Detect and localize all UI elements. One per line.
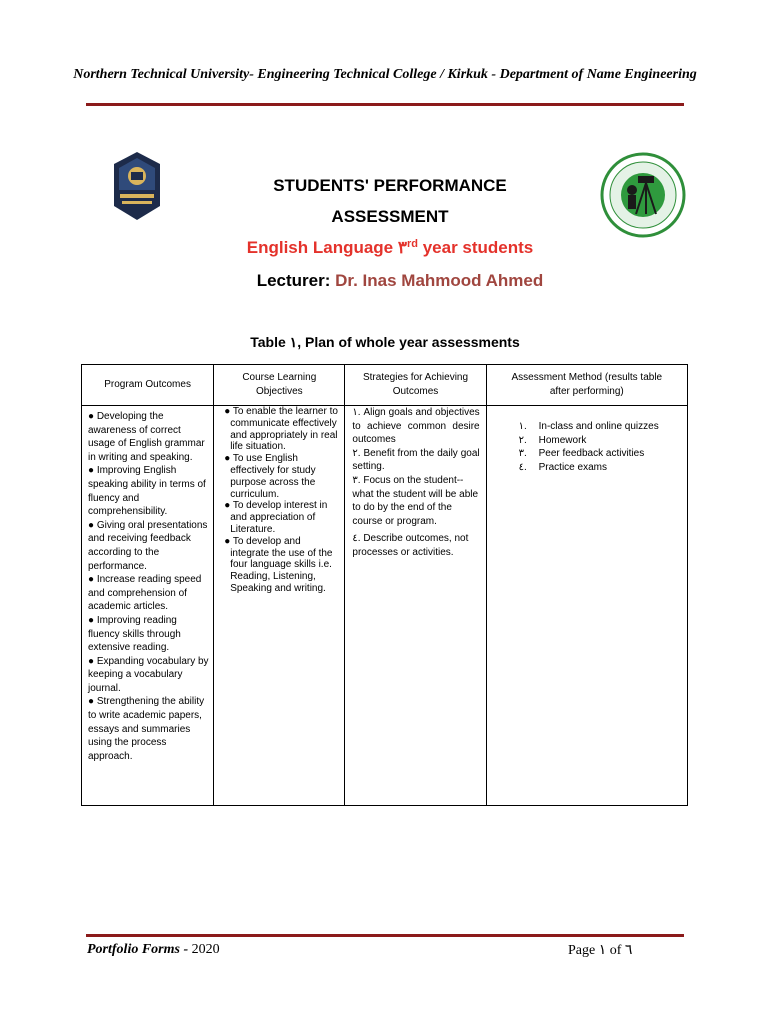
program-outcomes-cell <box>82 406 214 806</box>
document-header: Northern Technical University- Engineering Technical College / Kirkuk - Department of Name Engineering <box>73 67 697 82</box>
lecturer-label: Lecturer: <box>256 271 336 290</box>
list-item: ● Increase reading speed and comprehension of academic articles. <box>88 574 202 613</box>
lecturer-line <box>200 271 600 291</box>
footer-label <box>87 942 220 958</box>
assessment-plan-table <box>81 364 688 806</box>
method-text: Homework <box>538 434 587 446</box>
method-number: ٤. <box>518 461 527 473</box>
list-item <box>491 434 683 448</box>
footer-divider <box>86 934 684 937</box>
header-divider <box>86 103 684 106</box>
strategy-item: ٣. Focus on the student--what the student will be able to do by the end of the course or program. <box>352 474 479 527</box>
strategy-item: ١. Align goals and objectives to achieve common desire outcomes <box>352 407 480 446</box>
header-program-outcomes: Program Outcomes <box>82 365 214 406</box>
list-item: ● Improving reading fluency skills through extensive reading. <box>88 614 181 654</box>
list-item: ● To develop interest in and appreciation of Literature. <box>224 500 328 535</box>
page-number: Page ١ of ٦ <box>568 943 633 958</box>
course-ordinal-suffix: rd <box>407 238 418 250</box>
table-header-row <box>82 365 688 406</box>
strategies-cell <box>345 406 486 806</box>
list-item <box>491 447 683 461</box>
method-text: In-class and online quizzes <box>538 421 659 432</box>
header-course-objectives: Course Learning Objectives <box>214 365 345 406</box>
list-item: ● Developing the awareness of correct usage of English grammar in writing and speaking. <box>88 411 205 463</box>
footer-title: Portfolio Forms - <box>87 942 189 957</box>
list-item: ● To use English effectively for study purpose across the curriculum. <box>224 453 316 500</box>
list-item <box>491 420 683 434</box>
list-item: ● To develop and integrate the use of the four language skills i.e. Reading, Listening, Speaking and writing. <box>224 535 333 594</box>
strategy-item: ٤. Describe outcomes, not processes or activities. <box>352 533 469 558</box>
course-title <box>200 238 580 258</box>
method-number: ٢. <box>518 434 527 446</box>
method-text: Practice exams <box>538 461 607 473</box>
title-line-1: STUDENTS' PERFORMANCE <box>273 176 507 195</box>
course-objectives-cell <box>214 406 345 806</box>
method-number: ١. <box>518 421 527 432</box>
header-assessment-method: Assessment Method (results table after performing) <box>486 365 687 406</box>
course-prefix: English Language <box>246 238 398 257</box>
lecturer-name: Dr. Inas Mahmood Ahmed <box>335 271 544 290</box>
course-ordinal-number: ٣ <box>397 238 407 257</box>
table-caption: Table ١, Plan of whole year assessments <box>250 334 520 350</box>
list-item: ● Expanding vocabulary by keeping a vocabulary journal. <box>88 655 209 694</box>
university-logo <box>112 150 162 222</box>
list-item: ● Giving oral presentations and receiving feedback according to the performance. <box>88 519 208 572</box>
college-logo <box>600 152 686 238</box>
list-item: ● Improving English speaking ability in terms of fluency and comprehensibility. <box>88 465 206 518</box>
method-text: Peer feedback activities <box>538 448 645 460</box>
footer-year: 2020 <box>188 942 220 957</box>
list-item <box>491 461 683 475</box>
list-item: ● Strengthening the ability to write academic papers, essays and summaries using the process approach. <box>88 696 205 762</box>
assessment-method-cell <box>486 406 687 806</box>
course-suffix: year students <box>418 238 534 257</box>
header-strategies: Strategies for Achieving Outcomes <box>345 365 486 406</box>
table-row <box>82 406 688 806</box>
title-line-2: ASSESSMENT <box>331 207 449 226</box>
list-item: ● To enable the learner to communicate effectively and appropriately in real life situation. <box>224 406 338 453</box>
method-number: ٣. <box>518 448 527 460</box>
strategy-item: ٢. Benefit from the daily goal setting. <box>352 447 480 473</box>
